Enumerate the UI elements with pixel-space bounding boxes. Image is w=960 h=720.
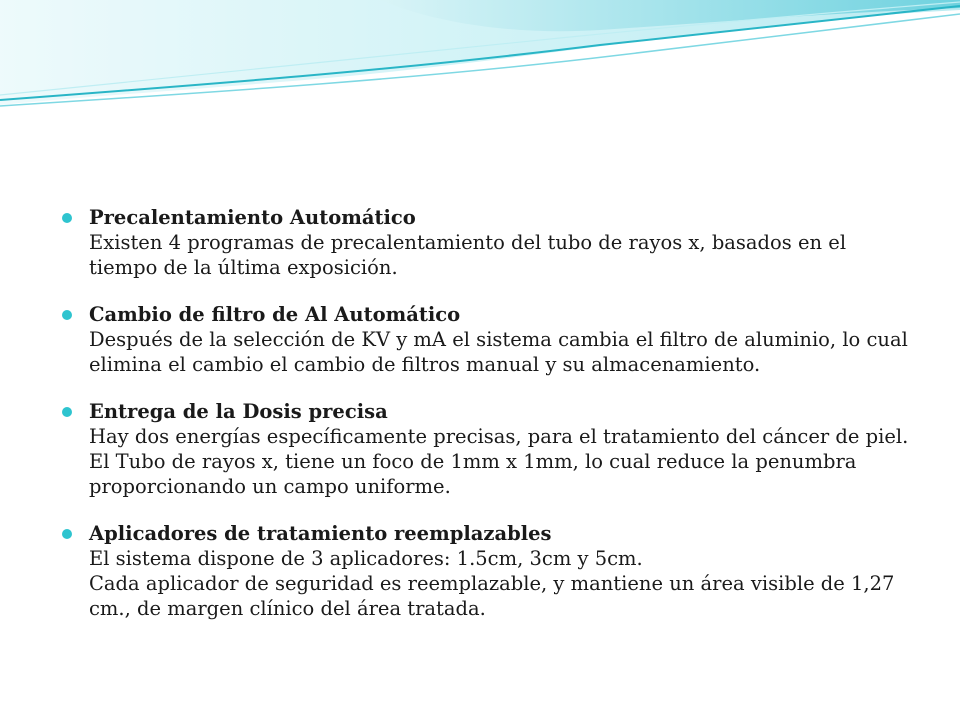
item-title: Cambio de filtro de Al Automático bbox=[89, 303, 461, 326]
item-text: Existen 4 programas de precalentamiento del tubo de rayos x, basados en el tiempo de la última exposición. bbox=[89, 231, 847, 279]
bullet-dot-icon bbox=[62, 213, 72, 223]
list-item bbox=[62, 399, 912, 499]
item-title: Entrega de la Dosis precisa bbox=[89, 400, 388, 423]
header-wave-decoration bbox=[0, 0, 960, 120]
list-item bbox=[62, 302, 912, 377]
bullet-dot-icon bbox=[62, 310, 72, 320]
list-item bbox=[62, 205, 912, 280]
bullet-list bbox=[62, 205, 912, 643]
item-text: El sistema dispone de 3 aplicadores: 1.5cm, 3cm y 5cm. bbox=[89, 547, 643, 570]
item-title: Aplicadores de tratamiento reemplazables bbox=[89, 522, 552, 545]
item-title: Precalentamiento Automático bbox=[89, 206, 416, 229]
list-item bbox=[62, 521, 912, 621]
bullet-dot-icon bbox=[62, 407, 72, 417]
bullet-dot-icon bbox=[62, 529, 72, 539]
item-text: Cada aplicador de seguridad es reemplazable, y mantiene un área visible de 1,27 cm., de margen clínico del área tratada. bbox=[89, 572, 895, 620]
item-text: Después de la selección de KV y mA el sistema cambia el filtro de aluminio, lo cual elimina el cambio el cambio de filtros manual y su almacenamiento. bbox=[89, 328, 908, 376]
item-text: Hay dos energías específicamente precisas, para el tratamiento del cáncer de piel. El Tubo de rayos x, tiene un foco de 1mm x 1mm, lo cual reduce la penumbra proporcionando un campo uniforme. bbox=[89, 425, 909, 498]
